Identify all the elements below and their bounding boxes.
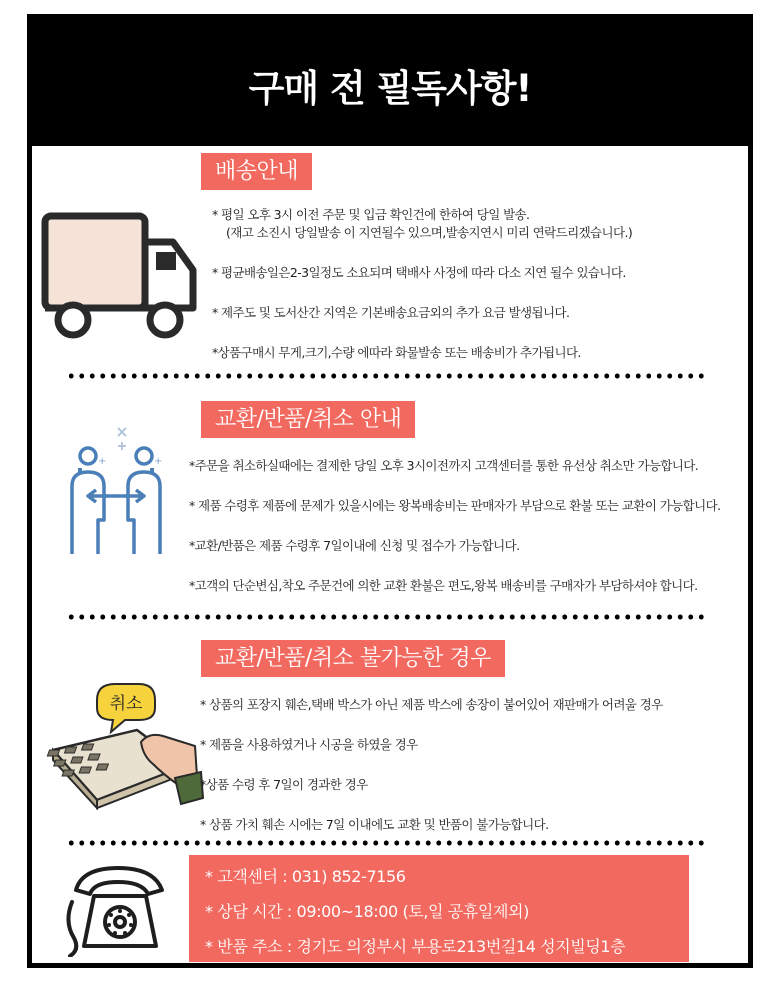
- svg-text:+: +: [154, 456, 163, 467]
- impossible-item: * 상품의 포장지 훼손,택배 박스가 아닌 제품 박스에 송장이 붙어있어 재판매가 어려울 경우: [200, 697, 663, 712]
- page-title: 구매 전 필독사항!: [248, 67, 532, 110]
- cancel-sticker-text: 취소: [109, 694, 143, 714]
- shipping-item: * 평일 오후 3시 이전 주문 및 입금 확인건에 한하여 당일 발송.: [212, 207, 530, 222]
- shipping-item: (재고 소진시 당일발송 이 지연될수 있으며,발송지연시 미리 연락드리겠습니다.): [226, 225, 633, 240]
- dotted-divider: [66, 614, 706, 620]
- impossible-item: * 상품 가치 훼손 시에는 7일 이내에도 교환 및 반품이 불가능합니다.: [200, 817, 549, 832]
- exchange-item: * 제품 수령후 제품에 문제가 있을시에는 왕복배송비는 판매자가 부담으로 환불 또는 교환이 가능합니다.: [189, 498, 721, 513]
- impossible-section-title: 교환/반품/취소 불가능한 경우: [201, 640, 505, 677]
- shipping-item: * 평균배송일은2-3일정도 소요되며 택배사 사정에 따라 다소 지연 될수 있습니다.: [212, 265, 626, 280]
- dotted-divider: [66, 373, 706, 379]
- dotted-divider: [66, 840, 706, 846]
- page-header: [27, 14, 753, 146]
- impossible-item: * 제품을 사용하였거나 시공을 하였을 경우: [200, 737, 418, 752]
- shipping-item: * 제주도 및 도서산간 지역은 기본배송요금외의 추가 요금 발생됩니다.: [212, 305, 570, 320]
- exchange-item: *고객의 단순변심,착오 주문건에 의한 교환 환불은 편도,왕복 배송비를 구매자가 부담하셔야 합니다.: [189, 578, 698, 593]
- exchange-item: *주문을 취소하실때에는 결제한 당일 오후 3시이전까지 고객센터를 통한 유선상 취소만 가능합니다.: [189, 458, 699, 473]
- people-exchange-icon: [60, 420, 180, 560]
- impossible-item: *상품 수령 후 7일이 경과한 경우: [200, 777, 368, 792]
- contact-phone: * 고객센터 : 031) 852-7156: [205, 867, 406, 886]
- svg-text:+: +: [98, 456, 107, 467]
- contact-hours: * 상담 시간 : 09:00~18:00 (토,일 공휴일제외): [205, 902, 529, 921]
- shipping-section-title: 배송안내: [201, 153, 312, 190]
- shipping-item: *상품구매시 무게,크기,수량 에따라 화물발송 또는 배송비가 추가됩니다.: [212, 345, 581, 360]
- exchange-item: *교환/반품은 제품 수령후 7일이내에 신청 및 접수가 가능합니다.: [189, 538, 520, 553]
- hand-keypad-icon: [45, 680, 205, 810]
- truck-icon: [41, 208, 201, 343]
- contact-info-box: [189, 855, 689, 962]
- rotary-phone-icon: [64, 862, 174, 957]
- exchange-section-title: 교환/반품/취소 안내: [201, 401, 415, 438]
- contact-return-address: * 반품 주소 : 경기도 의정부시 부용로213번길14 성지빌딩1층: [205, 937, 626, 956]
